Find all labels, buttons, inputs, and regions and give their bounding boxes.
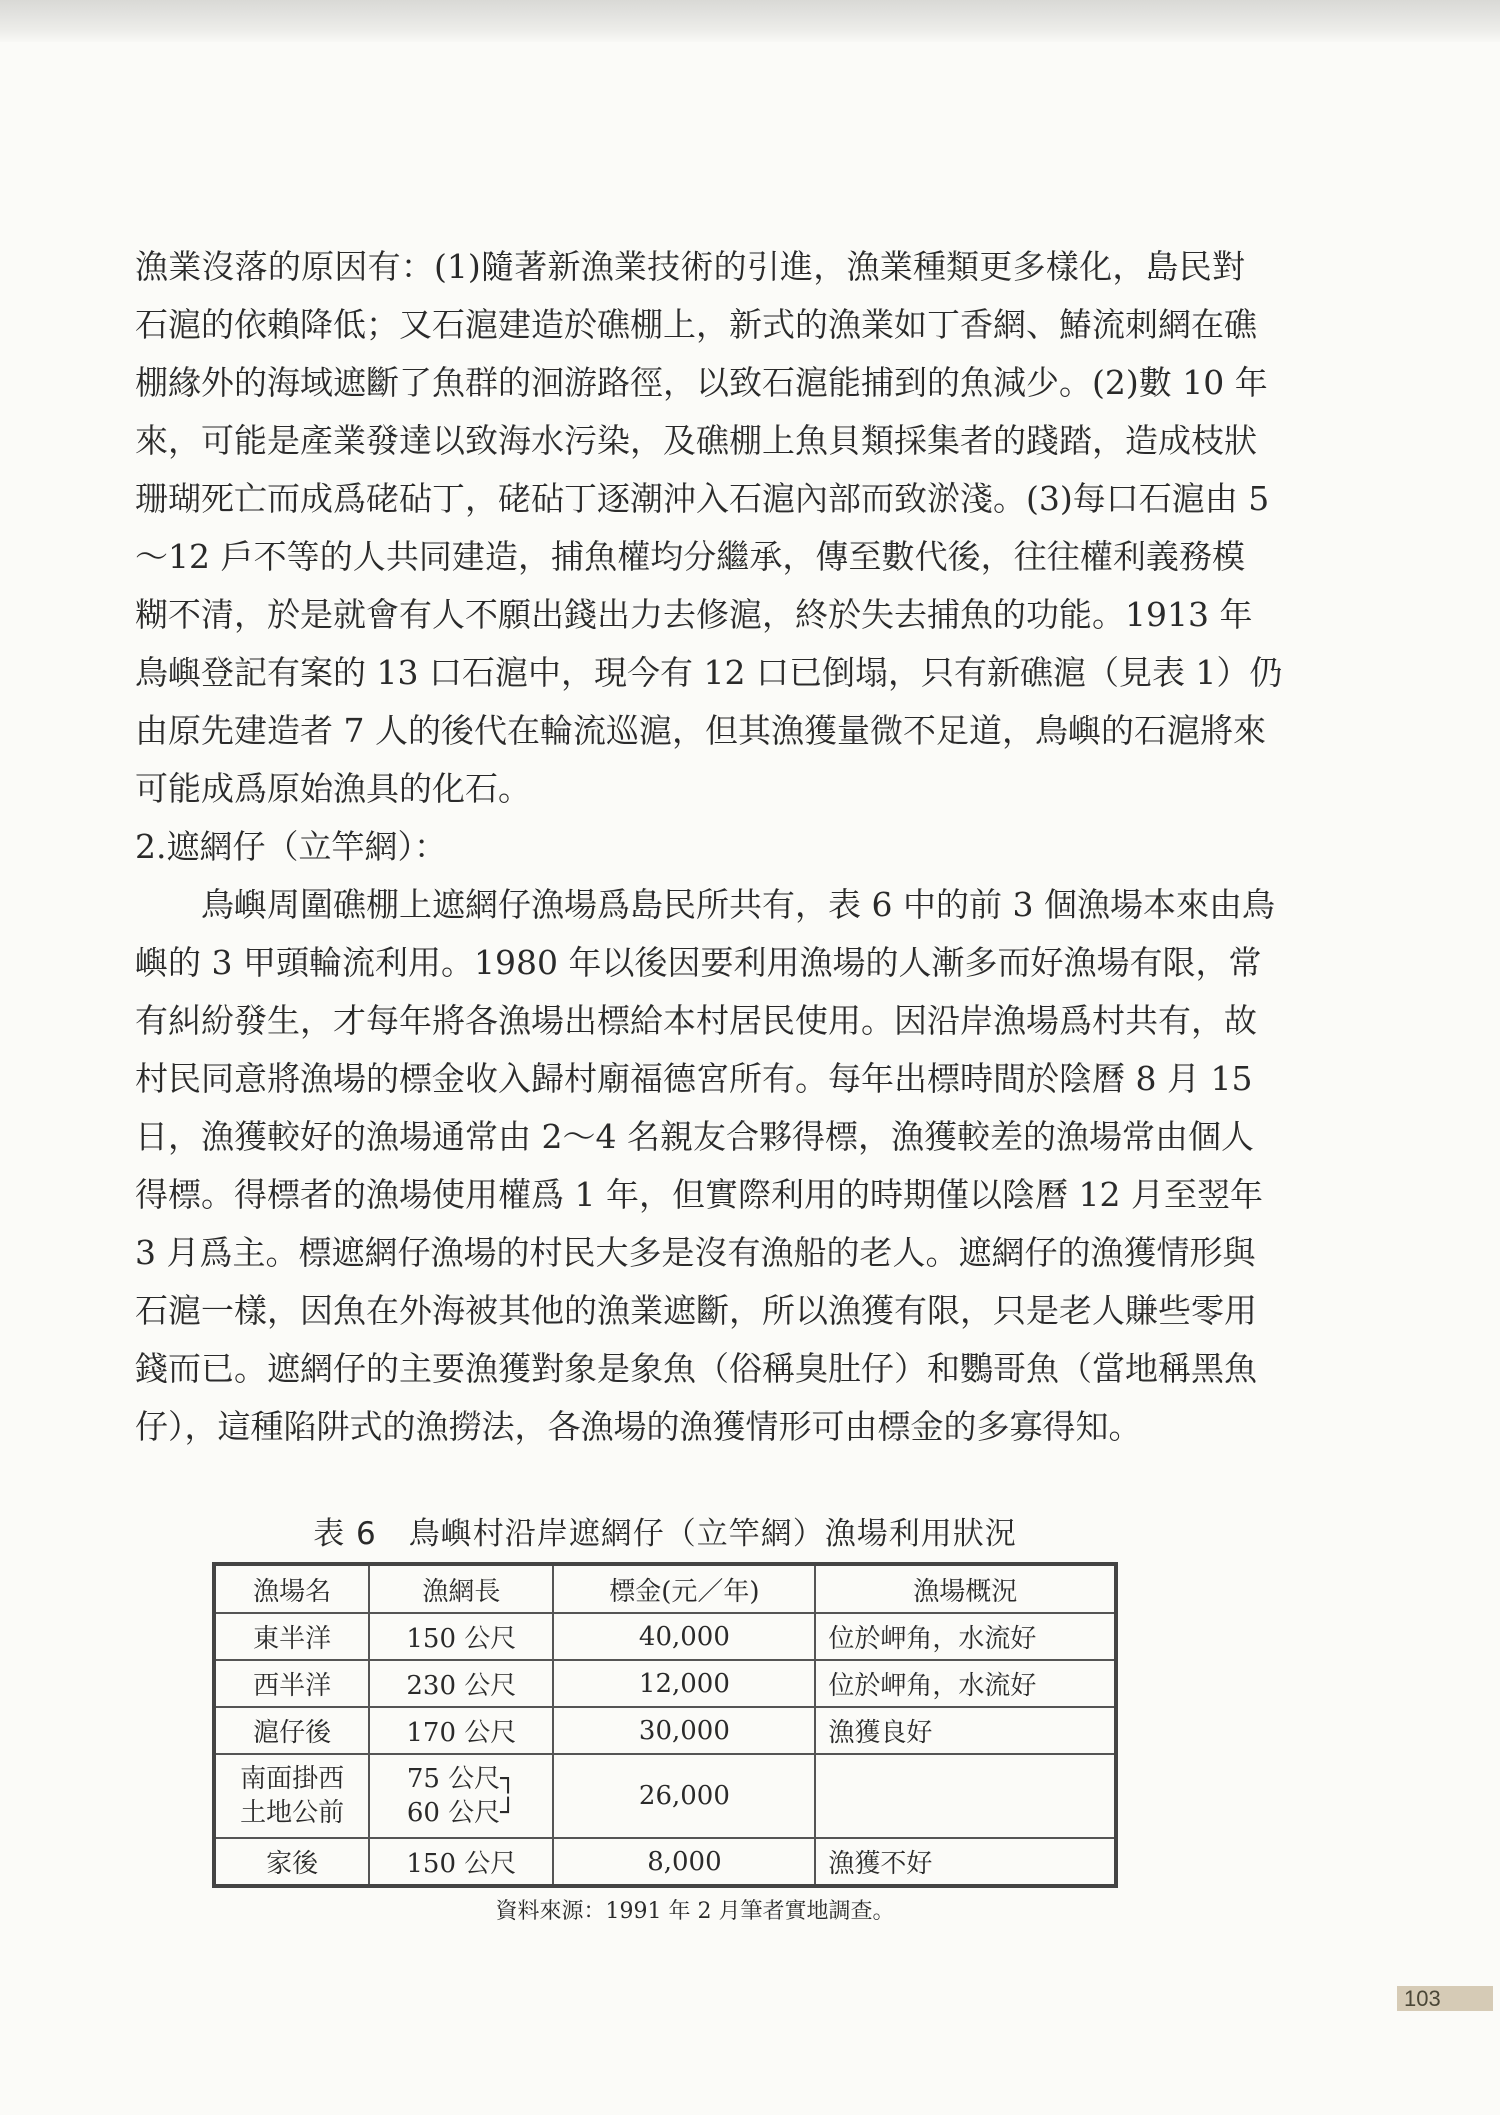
cell-fee: 12,000 — [553, 1660, 815, 1707]
body-text — [135, 238, 1283, 1456]
cell-name — [214, 1754, 369, 1838]
text-line: 漁業沒落的原因有：(1)隨著新漁業技術的引進，漁業種類更多樣化，島民對 — [135, 247, 1245, 286]
cell-status — [815, 1754, 1116, 1838]
text-line: 來，可能是產業發達以致海水污染，及礁棚上魚貝類採集者的踐踏，造成枝狀 — [135, 421, 1257, 460]
text-line: 棚緣外的海域遮斷了魚群的洄游路徑，以致石滬能捕到的魚減少。(2)數 10 年 — [135, 363, 1268, 402]
cell-length-line: 60 公尺┘ — [406, 1798, 516, 1828]
cell-status: 位於岬角，水流好 — [815, 1660, 1116, 1707]
text-line: 仔），這種陷阱式的漁撈法，各漁場的漁獲情形可由標金的多寡得知。 — [135, 1407, 1142, 1446]
cell-fee: 30,000 — [553, 1707, 815, 1754]
text-line: 錢而已。遮網仔的主要漁獲對象是象魚（俗稱臭肚仔）和鸚哥魚（當地稱黑魚 — [135, 1349, 1257, 1388]
column-header: 漁場概況 — [815, 1564, 1116, 1613]
cell-length: 230 公尺 — [369, 1660, 553, 1707]
text-line: 石滬一樣，因魚在外海被其他的漁業遮斷，所以漁獲有限，只是老人賺些零用 — [135, 1291, 1257, 1330]
paragraph-1 — [135, 238, 1283, 818]
table-title: 表 6 鳥嶼村沿岸遮網仔（立竿網）漁場利用狀況 — [313, 1516, 1017, 1552]
cell-status: 漁獲不好 — [815, 1838, 1116, 1886]
column-header: 漁網長 — [369, 1564, 553, 1613]
text-line: ～12 戶不等的人共同建造，捕魚權均分繼承，傳至數代後，往往權利義務模 — [135, 537, 1245, 576]
text-line: 鳥嶼周圍礁棚上遮網仔漁場爲島民所共有，表 6 中的前 3 個漁場本來由鳥 — [201, 885, 1275, 924]
section-heading: 2.遮網仔（立竿網）： — [135, 827, 447, 866]
cell-name: 東半洋 — [214, 1613, 369, 1660]
cell-name-line: 南面掛西 — [240, 1764, 345, 1794]
text-line: 有糾紛發生，才每年將各漁場出標給本村居民使用。因沿岸漁場爲村共有，故 — [135, 1001, 1257, 1040]
text-line: 鳥嶼登記有案的 13 口石滬中，現今有 12 口已倒塌，只有新礁滬（見表 1）仍 — [135, 653, 1283, 692]
cell-length: 150 公尺 — [369, 1613, 553, 1660]
cell-length — [369, 1754, 553, 1838]
text-line: 由原先建造者 7 人的後代在輪流巡滬，但其漁獲量微不足道，鳥嶼的石滬將來 — [135, 711, 1266, 750]
text-line: 石滬的依賴降低；又石滬建造於礁棚上，新式的漁業如丁香網、鰆流刺網在礁 — [135, 305, 1257, 344]
cell-fee: 26,000 — [553, 1754, 815, 1838]
table-source-note: 資料來源：1991 年 2 月筆者實地調查。 — [495, 1899, 895, 1924]
scan-top-edge — [0, 0, 1500, 42]
cell-name: 家後 — [214, 1838, 369, 1886]
table-row — [214, 1838, 1116, 1886]
cell-status: 位於岬角，水流好 — [815, 1613, 1116, 1660]
text-line: 村民同意將漁場的標金收入歸村廟福德宮所有。每年出標時間於陰曆 8 月 15 — [135, 1059, 1253, 1098]
text-line: 3 月爲主。標遮網仔漁場的村民大多是沒有漁船的老人。遮網仔的漁獲情形與 — [135, 1233, 1256, 1272]
text-line: 嶼的 3 甲頭輪流利用。1980 年以後因要利用漁場的人漸多而好漁場有限，常 — [135, 943, 1262, 982]
text-line: 珊瑚死亡而成爲硓砧丁，硓砧丁逐潮沖入石滬內部而致淤淺。(3)每口石滬由 5 — [135, 479, 1270, 518]
cell-name: 西半洋 — [214, 1660, 369, 1707]
cell-name-line: 土地公前 — [240, 1798, 345, 1828]
text-line: 日，漁獲較好的漁場通常由 2～4 名親友合夥得標，漁獲較差的漁場常由個人 — [135, 1117, 1254, 1156]
text-line: 得標。得標者的漁場使用權爲 1 年，但實際利用的時期僅以陰曆 12 月至翌年 — [135, 1175, 1263, 1214]
cell-length: 150 公尺 — [369, 1838, 553, 1886]
column-header: 標金(元／年) — [553, 1564, 815, 1613]
table-row — [214, 1660, 1116, 1707]
table-row — [214, 1754, 1116, 1838]
table-header-row — [214, 1564, 1116, 1613]
cell-length: 170 公尺 — [369, 1707, 553, 1754]
table-row — [214, 1707, 1116, 1754]
cell-fee: 40,000 — [553, 1613, 815, 1660]
cell-status: 漁獲良好 — [815, 1707, 1116, 1754]
table-row — [214, 1613, 1116, 1660]
text-line: 糊不清，於是就會有人不願出錢出力去修滬，終於失去捕魚的功能。1913 年 — [135, 595, 1253, 634]
cell-fee: 8,000 — [553, 1838, 815, 1886]
fishing-ground-table — [212, 1562, 1118, 1888]
cell-length-line: 75 公尺┐ — [406, 1764, 516, 1794]
page-number: 103 — [1397, 1986, 1493, 2011]
cell-name: 滬仔後 — [214, 1707, 369, 1754]
column-header: 漁場名 — [214, 1564, 369, 1613]
text-line: 可能成爲原始漁具的化石。 — [135, 769, 531, 808]
paragraph-2 — [135, 876, 1275, 1456]
